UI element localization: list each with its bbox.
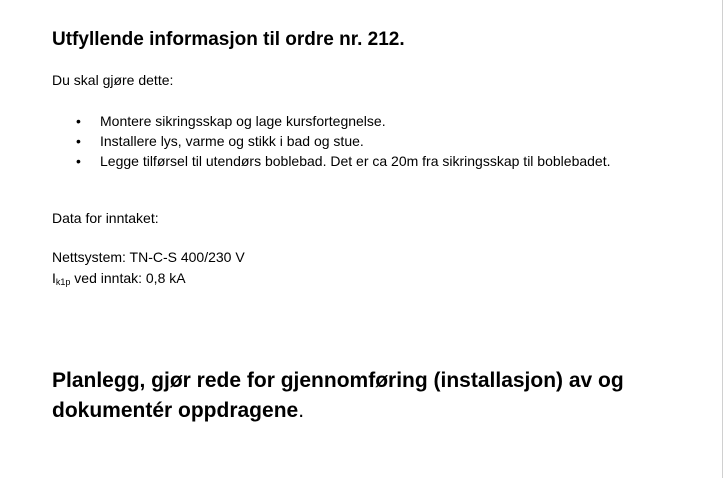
network-system-line: Nettsystem: TN-C-S 400/230 V [52, 249, 245, 265]
current-subscript: k1p [55, 277, 71, 287]
bullet-icon: • [76, 153, 81, 169]
short-circuit-current-line [52, 270, 186, 287]
document-heading: Utfyllende informasjon til ordre nr. 212. [52, 29, 405, 50]
list-item [52, 131, 611, 151]
task-text: Legge tilførsel til utendørs boblebad. Det er ca 20m fra sikringsskap til boblebadet. [100, 153, 611, 169]
intro-text: Du skal gjøre dette: [52, 72, 174, 88]
list-item [52, 151, 611, 171]
closing-instruction [52, 366, 692, 426]
bullet-icon: • [76, 133, 81, 149]
task-text: Installere lys, varme og stikk i bad og stue. [100, 133, 364, 149]
bullet-icon: • [76, 113, 81, 129]
task-text: Montere sikringsskap og lage kursfortegnelse. [100, 113, 386, 129]
current-value: ved inntak: 0,8 kA [70, 270, 186, 286]
data-section-title: Data for inntaket: [52, 210, 159, 226]
task-list [52, 111, 611, 171]
closing-period: . [298, 399, 305, 422]
list-item [52, 111, 611, 131]
closing-text: Planlegg, gjør rede for gjennomføring (installasjon) av og dokumentér oppdragene [52, 369, 624, 422]
current-symbol: I [52, 270, 56, 286]
